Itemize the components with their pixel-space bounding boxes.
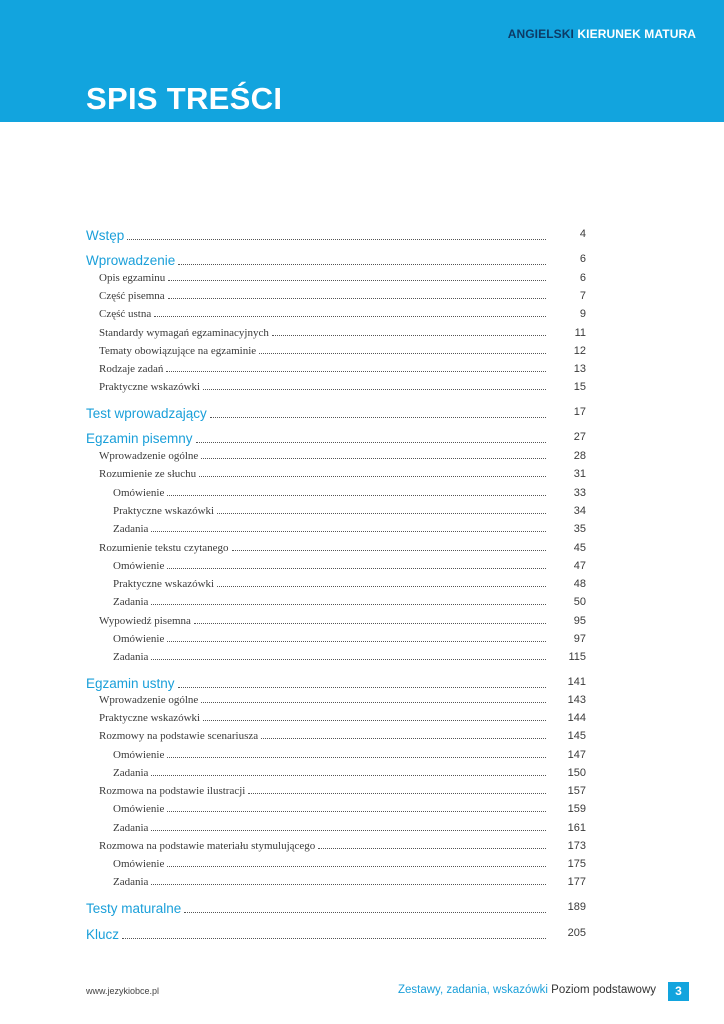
toc-entry-label: Zadania [113, 523, 149, 535]
toc-entry-label: Rozumienie tekstu czytanego [99, 542, 229, 554]
dot-leader [217, 512, 546, 514]
toc-entry-page: 6 [579, 272, 586, 284]
toc-entry-label: Klucz [86, 927, 120, 942]
toc-entry-leader [99, 308, 550, 320]
toc-entry[interactable] [0, 712, 724, 730]
toc-entry-leader [113, 803, 550, 815]
toc-entry[interactable] [0, 615, 724, 633]
toc-entry-leader [113, 876, 550, 888]
toc-entry-leader [99, 694, 550, 706]
dot-leader [199, 475, 546, 477]
toc-entry-page: 95 [573, 615, 586, 627]
series-title [508, 27, 696, 41]
dot-leader [210, 416, 546, 418]
toc-entry-label: Praktyczne wskazówki [99, 381, 201, 393]
dot-leader [167, 494, 546, 496]
toc-entry-page: 45 [573, 542, 586, 554]
toc-entry[interactable] [0, 450, 724, 468]
toc-entry-label: Zadania [113, 822, 149, 834]
toc-entry[interactable] [0, 228, 724, 246]
toc-entry-label: Omówienie [113, 633, 165, 645]
toc-entry[interactable] [0, 596, 724, 614]
dot-leader [168, 279, 546, 281]
toc-entry-label: Testy maturalne [86, 901, 182, 916]
toc-entry-label: Wprowadzenie ogólne [99, 450, 199, 462]
toc-entry-page: 34 [573, 505, 586, 517]
toc-entry[interactable] [0, 272, 724, 290]
toc-entry-leader [113, 858, 550, 870]
dot-leader [167, 756, 546, 758]
footer-series-text [398, 984, 656, 996]
toc-entry-leader [99, 327, 550, 339]
toc-entry-leader [113, 560, 550, 572]
dot-leader [151, 774, 546, 776]
toc-entry-label: Rozumienie ze słuchu [99, 468, 197, 480]
series-title-part1: ANGIELSKI [507, 27, 574, 41]
toc-entry-page: 205 [567, 927, 586, 939]
toc-entry-label: Tematy obowiązujące na egzaminie [99, 345, 257, 357]
toc-entry-leader [86, 927, 550, 942]
toc-entry-page: 189 [567, 901, 586, 913]
footer-text-part1: Zestawy, zadania, wskazówki [397, 984, 548, 996]
toc-entry-leader [86, 253, 550, 268]
toc-entry-leader [99, 468, 550, 480]
toc-entry[interactable] [0, 381, 724, 399]
toc-entry-page: 175 [567, 858, 586, 870]
toc-entry-label: Praktyczne wskazówki [99, 712, 201, 724]
toc-entry-page: 12 [573, 345, 586, 357]
toc-entry-page: 161 [567, 822, 586, 834]
toc-entry-page: 145 [567, 730, 586, 742]
toc-entry[interactable] [0, 523, 724, 541]
toc-entry[interactable] [0, 633, 724, 651]
toc-entry-label: Wypowiedź pisemna [99, 615, 191, 627]
toc-entry-label: Zadania [113, 596, 149, 608]
toc-entry-page: 7 [579, 290, 586, 302]
toc-entry-page: 17 [573, 406, 586, 418]
toc-entry-page: 147 [567, 749, 586, 761]
toc-entry[interactable] [0, 858, 724, 876]
toc-entry-page: 31 [573, 468, 586, 480]
dot-leader [261, 737, 546, 739]
toc-entry[interactable] [0, 468, 724, 486]
toc-entry[interactable] [0, 651, 724, 669]
toc-entry-page: 48 [573, 578, 586, 590]
toc-entry-page: 150 [567, 767, 586, 779]
dot-leader [151, 829, 546, 831]
toc-entry[interactable] [0, 901, 724, 919]
toc-entry-label: Praktyczne wskazówki [113, 505, 215, 517]
toc-entry-leader [113, 822, 550, 834]
toc-entry-leader [99, 785, 550, 797]
dot-leader [203, 719, 546, 721]
dot-leader [272, 334, 546, 336]
toc-entry-leader [113, 523, 550, 535]
dot-leader [178, 686, 546, 688]
toc-entry-leader [113, 487, 550, 499]
dot-leader [167, 865, 546, 867]
toc-entry[interactable] [0, 542, 724, 560]
toc-entry-label: Rodzaje zadań [99, 363, 164, 375]
toc-entry-leader [99, 272, 550, 284]
page-title: SPIS TREŚCI [86, 81, 283, 116]
toc-entry-leader [86, 431, 550, 446]
dot-leader [194, 622, 546, 624]
toc-entry-label: Wprowadzenie [86, 253, 176, 268]
dot-leader [122, 937, 546, 939]
dot-leader [201, 701, 546, 703]
toc-entry-label: Rozmowa na podstawie materiału stymulującego [99, 840, 316, 852]
toc-entry[interactable] [0, 290, 724, 308]
toc-entry[interactable] [0, 749, 724, 767]
toc-entry-leader [99, 381, 550, 393]
toc-entry[interactable] [0, 308, 724, 326]
toc-entry-leader [113, 596, 550, 608]
toc-entry-label: Część pisemna [99, 290, 165, 302]
toc-entry-leader [99, 712, 550, 724]
toc-entry[interactable] [0, 767, 724, 785]
toc-entry-leader [99, 840, 550, 852]
toc-entry[interactable] [0, 345, 724, 363]
toc-entry[interactable] [0, 785, 724, 803]
toc-entry-label: Zadania [113, 651, 149, 663]
dot-leader [151, 530, 546, 532]
dot-leader [127, 238, 546, 240]
toc-entry[interactable] [0, 253, 724, 271]
page-number-badge: 3 [668, 982, 689, 1001]
toc-entry-label: Rozmowy na podstawie scenariusza [99, 730, 259, 742]
dot-leader [217, 585, 546, 587]
dot-leader [166, 370, 546, 372]
toc-entry-label: Egzamin ustny [86, 676, 175, 691]
toc-entry[interactable] [0, 694, 724, 712]
toc-entry[interactable] [0, 730, 724, 748]
toc-entry[interactable] [0, 840, 724, 858]
toc-entry-label: Zadania [113, 767, 149, 779]
toc-entry-label: Zadania [113, 876, 149, 888]
toc-entry-label: Praktyczne wskazówki [113, 578, 215, 590]
toc-entry-label: Wprowadzenie ogólne [99, 694, 199, 706]
toc-entry-label: Omówienie [113, 803, 165, 815]
toc-entry[interactable] [0, 927, 724, 945]
toc-entry-leader [113, 749, 550, 761]
toc-entry-label: Część ustna [99, 308, 152, 320]
dot-leader [203, 388, 546, 390]
toc-entry-page: 50 [573, 596, 586, 608]
toc-entry-label: Omówienie [113, 858, 165, 870]
toc-entry[interactable] [0, 676, 724, 694]
toc-entry-leader [113, 505, 550, 517]
footer-url: www.jezykiobce.pl [86, 986, 160, 996]
toc-entry[interactable] [0, 431, 724, 449]
dot-leader [232, 549, 546, 551]
dot-leader [201, 457, 546, 459]
dot-leader [151, 883, 546, 885]
toc-entry[interactable] [0, 822, 724, 840]
dot-leader [151, 603, 546, 605]
toc-entry-page: 35 [573, 523, 586, 535]
toc-entry[interactable] [0, 876, 724, 894]
toc-entry-label: Test wprowadzający [86, 406, 207, 421]
toc-entry-leader [99, 363, 550, 375]
toc-entry-page: 47 [573, 560, 586, 572]
toc-entry-label: Standardy wymagań egzaminacyjnych [99, 327, 269, 339]
toc-entry-label: Omówienie [113, 487, 165, 499]
toc-entry-page: 4 [579, 228, 586, 240]
toc-entry-leader [86, 406, 550, 421]
toc-entry-page: 177 [567, 876, 586, 888]
toc-entry-page: 33 [573, 487, 586, 499]
toc-entry-leader [113, 578, 550, 590]
toc-entry-leader [99, 542, 550, 554]
toc-entry-page: 115 [568, 651, 586, 663]
dot-leader [248, 792, 546, 794]
toc-entry-leader [86, 901, 550, 916]
toc-entry-page: 27 [573, 431, 586, 443]
toc-entry[interactable] [0, 803, 724, 821]
toc-entry[interactable] [0, 327, 724, 345]
toc-entry-label: Rozmowa na podstawie ilustracji [99, 785, 246, 797]
dot-leader [151, 658, 546, 660]
header-banner [0, 0, 724, 122]
toc-entry-page: 6 [579, 253, 586, 265]
toc-entry-leader [113, 651, 550, 663]
toc-entry-page: 143 [567, 694, 586, 706]
toc-entry[interactable] [0, 560, 724, 578]
toc-entry-page: 173 [567, 840, 586, 852]
toc-entry-label: Egzamin pisemny [86, 431, 193, 446]
dot-leader [167, 567, 546, 569]
dot-leader [259, 352, 546, 354]
toc-entry-page: 159 [567, 803, 586, 815]
toc-entry-page: 97 [573, 633, 586, 645]
toc-entry-label: Omówienie [113, 560, 165, 572]
toc-entry-page: 157 [567, 785, 586, 797]
toc-entry-leader [86, 228, 550, 243]
dot-leader [178, 263, 546, 265]
toc-entry-page: 15 [573, 381, 586, 393]
toc-entry-page: 13 [573, 363, 586, 375]
toc-entry-label: Wstęp [86, 228, 125, 243]
toc-entry[interactable] [0, 406, 724, 424]
toc-entry-label: Omówienie [113, 749, 165, 761]
toc-entry[interactable] [0, 505, 724, 523]
toc-entry-leader [113, 767, 550, 779]
dot-leader [154, 315, 546, 317]
footer-text-part2: Poziom podstawowy [551, 984, 656, 996]
dot-leader [184, 911, 546, 913]
toc-entry-leader [99, 290, 550, 302]
toc-entry-page: 11 [574, 327, 586, 339]
dot-leader [167, 640, 546, 642]
dot-leader [168, 297, 546, 299]
toc-entry-page: 9 [579, 308, 586, 320]
toc-entry-page: 141 [567, 676, 586, 688]
toc-entry-leader [99, 615, 550, 627]
toc-entry[interactable] [0, 487, 724, 505]
toc-entry[interactable] [0, 363, 724, 381]
series-title-part2: KIERUNEK MATURA [577, 27, 696, 41]
toc-entry-leader [86, 676, 550, 691]
toc-entry-leader [99, 450, 550, 462]
toc-entry-leader [113, 633, 550, 645]
dot-leader [196, 441, 546, 443]
dot-leader [318, 847, 546, 849]
toc-entry-page: 144 [567, 712, 586, 724]
toc-entry[interactable] [0, 578, 724, 596]
dot-leader [167, 810, 546, 812]
toc-entry-leader [99, 345, 550, 357]
toc-entry-leader [99, 730, 550, 742]
toc-entry-label: Opis egzaminu [99, 272, 166, 284]
toc-entry-page: 28 [573, 450, 586, 462]
